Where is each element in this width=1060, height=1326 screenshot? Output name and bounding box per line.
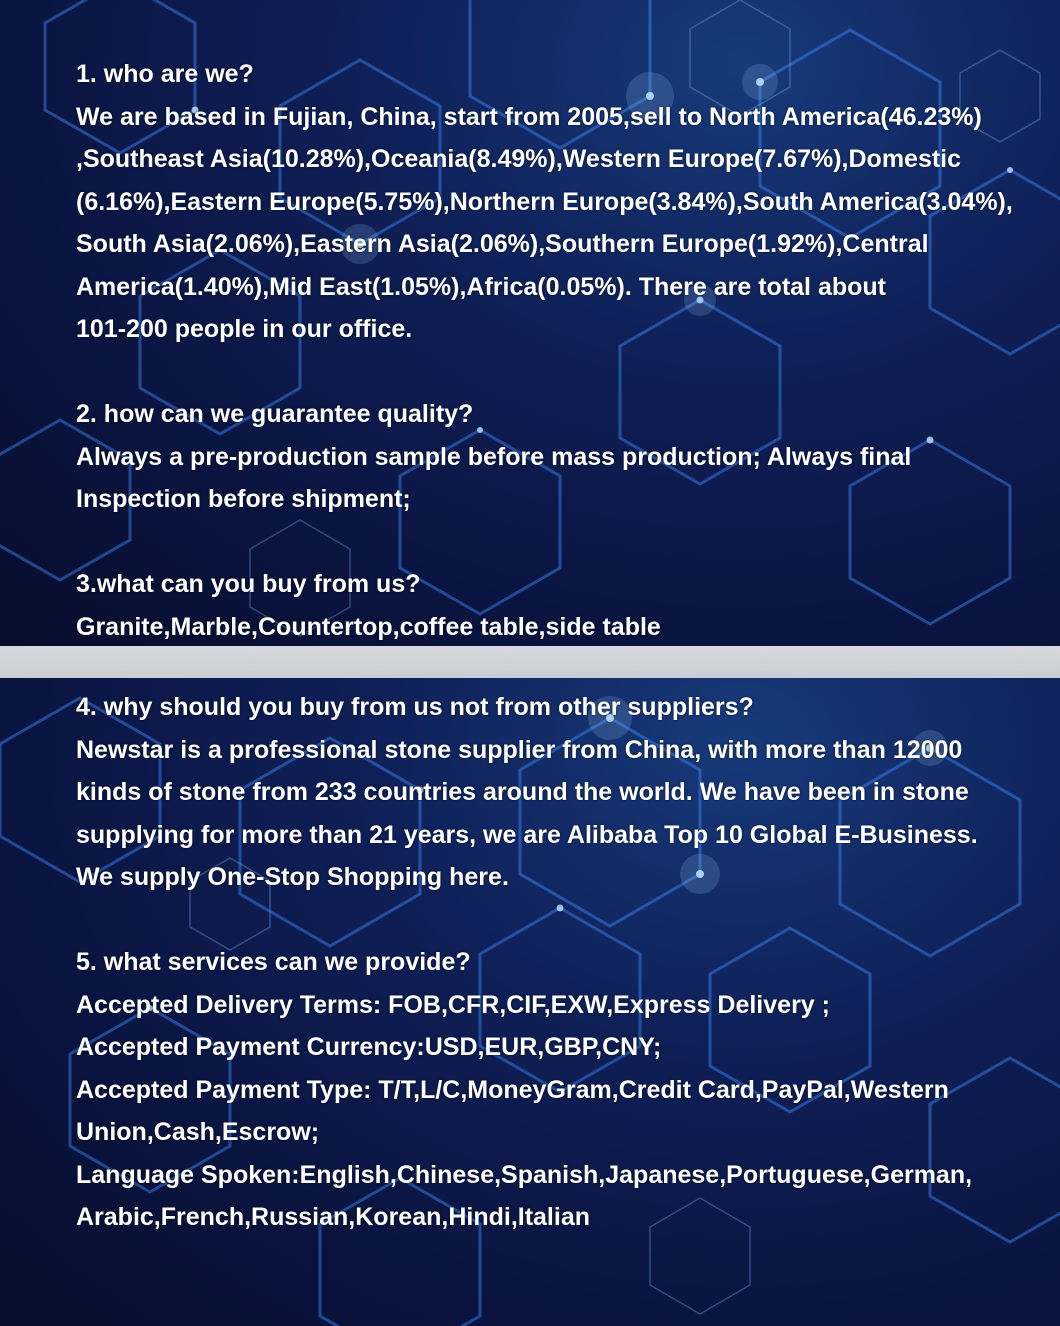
faq-answer-line: Language Spoken:English,Chinese,Spanish,Japanese,Portuguese,German, bbox=[76, 1160, 973, 1189]
section-spacer bbox=[76, 351, 1030, 394]
faq-answer-line: supplying for more than 21 years, we are Alibaba Top 10 Global E-Business. bbox=[76, 820, 978, 849]
section-spacer bbox=[76, 521, 1030, 564]
faq-answer-line: Union,Cash,Escrow; bbox=[76, 1118, 320, 1146]
faq-question: 5. what services can we provide? bbox=[76, 948, 471, 976]
divider-bar bbox=[0, 646, 1060, 678]
faq-section bbox=[76, 53, 1030, 351]
bottom-panel bbox=[0, 678, 1060, 1326]
faq-question: 3.what can you buy from us? bbox=[76, 570, 421, 598]
faq-answer-line: kinds of stone from 233 countries around the world. We have been in stone bbox=[76, 778, 969, 806]
faq-answer-line: Arabic,French,Russian,Korean,Hindi,Italian bbox=[76, 1203, 591, 1231]
faq-answer-line: Accepted Payment Currency:USD,EUR,GBP,CNY; bbox=[76, 1033, 662, 1061]
section-spacer bbox=[76, 899, 1030, 942]
top-panel bbox=[0, 0, 1060, 646]
faq-answer-line: South Asia(2.06%),Eastern Asia(2.06%),Southern Europe(1.92%),Central bbox=[76, 230, 929, 258]
faq-question: 2. how can we guarantee quality? bbox=[76, 400, 474, 428]
faq-answer-line: ,Southeast Asia(10.28%),Oceania(8.49%),Western Europe(7.67%),Domestic bbox=[76, 145, 962, 173]
faq-answer-line: Newstar is a professional stone supplier from China, with more than 12000 bbox=[76, 735, 963, 764]
faq-question: 1. who are we? bbox=[76, 60, 254, 88]
faq-answer-line: (6.16%),Eastern Europe(5.75%),Northern Europe(3.84%),South America(3.04%), bbox=[76, 187, 1013, 216]
faq-section bbox=[76, 941, 1030, 1239]
faq-section bbox=[76, 686, 1030, 899]
faq-answer-line: We supply One-Stop Shopping here. bbox=[76, 863, 509, 891]
faq-answer-line: We are based in Fujian, China, start from 2005,sell to North America(46.23%) bbox=[76, 102, 982, 131]
faq-answer-line: Always a pre-production sample before mass production; Always final bbox=[76, 442, 912, 471]
faq-section bbox=[76, 393, 1030, 521]
faq-answer-line: America(1.40%),Mid East(1.05%),Africa(0.05%). There are total about bbox=[76, 272, 886, 301]
faq-answer-line: 101-200 people in our office. bbox=[76, 315, 413, 343]
faq-answer-line: Granite,Marble,Countertop,coffee table,side table bbox=[76, 612, 661, 641]
faq-content-bottom bbox=[76, 686, 1030, 1239]
faq-question: 4. why should you buy from us not from other suppliers? bbox=[76, 693, 754, 721]
faq-answer-line: Inspection before shipment; bbox=[76, 485, 411, 513]
faq-content-top bbox=[76, 53, 1030, 646]
faq-answer-line: Accepted Payment Type: T/T,L/C,MoneyGram,Credit Card,PayPal,Western bbox=[76, 1075, 949, 1104]
faq-answer-line: Accepted Delivery Terms: FOB,CFR,CIF,EXW,Express Delivery ; bbox=[76, 990, 830, 1019]
faq-section bbox=[76, 563, 1030, 646]
